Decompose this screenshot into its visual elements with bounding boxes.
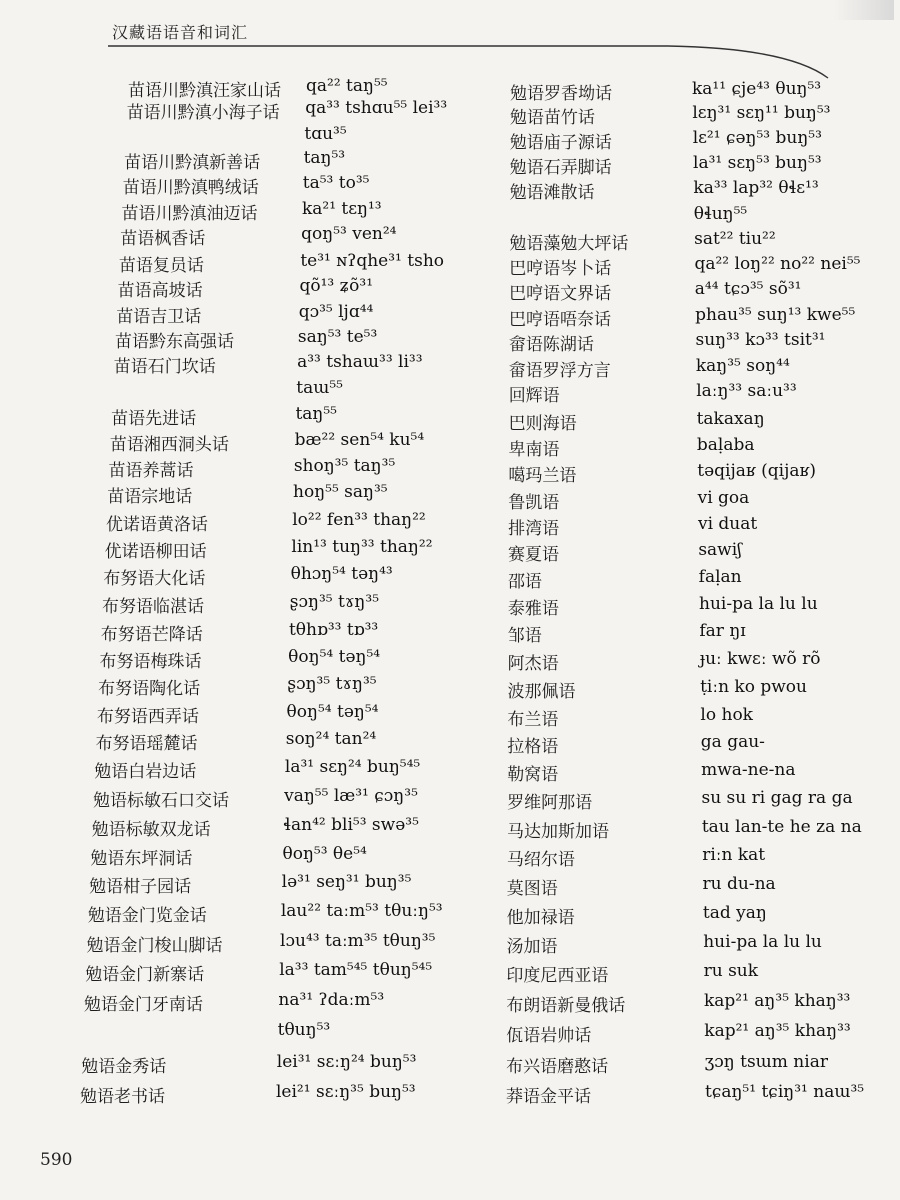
entry-transcription: tθuŋ⁵³: [277, 1020, 331, 1040]
entry-language-name: 排湾语: [508, 519, 560, 539]
entry-language-name: 巴哼语岑卜话: [509, 259, 612, 279]
entry-language-name: 苗语湘西洞头话: [109, 435, 229, 455]
entry-transcription: lə³¹ seŋ³¹ buŋ³⁵: [281, 872, 412, 892]
entry-language-name: 汤加语: [506, 937, 558, 957]
entry-transcription: soŋ²⁴ tan²⁴: [285, 729, 377, 749]
entry-transcription: kap²¹ aŋ³⁵ khaŋ³³: [703, 991, 851, 1011]
entry-transcription: la³¹ sɛŋ²⁴ buŋ⁵⁴⁵: [284, 757, 421, 777]
running-header: 汉藏语语音和词汇: [112, 23, 249, 42]
entry-transcription: phau³⁵ suŋ¹³ kwe⁵⁵: [695, 305, 856, 325]
entry-transcription: qoŋ⁵³ ven²⁴: [301, 224, 397, 244]
entry-transcription: qa²² taŋ⁵⁵: [306, 76, 388, 96]
entry-language-name: 勉语金门梭山脚话: [86, 936, 223, 956]
entry-language-name: 布努语芒降话: [100, 625, 203, 645]
entry-transcription: hui-pa la lu lu: [703, 932, 822, 952]
entry-transcription: taŋ⁵⁵: [295, 404, 337, 424]
entry-language-name: 布兴语磨憨话: [506, 1057, 609, 1077]
entry-language-name: 巴哼语文界话: [509, 284, 612, 304]
entry-transcription: kaŋ³⁵ soŋ⁴⁴: [695, 356, 790, 376]
entry-transcription: tθhɒ³³ tɒ³³: [288, 620, 379, 640]
entry-transcription: ʂɔŋ³⁵ tɤŋ³⁵: [289, 592, 380, 612]
entry-language-name: 苗语川黔滇新善话: [124, 153, 261, 173]
entry-language-name: 苗语先进话: [111, 409, 197, 429]
entry-language-name: 苗语石门坎话: [113, 357, 216, 377]
entry-transcription: lei²¹ sɛːŋ³⁵ buŋ⁵³: [276, 1082, 416, 1102]
entry-language-name: 勉语老书话: [80, 1087, 165, 1107]
entry-transcription: lo hok: [700, 705, 753, 725]
entry-language-name: 苗语黔东高强话: [115, 332, 235, 352]
entry-language-name: 勉语标敏石口交话: [92, 791, 229, 811]
entry-language-name: 勉语苗竹话: [509, 108, 595, 128]
entry-language-name: 波那佩语: [507, 682, 576, 702]
entry-language-name: 勉语柑子园话: [89, 877, 192, 897]
entry-transcription: lau²² taːm⁵³ tθuːŋ⁵³: [280, 901, 443, 921]
entry-language-name: 苗语宗地话: [107, 487, 193, 507]
entry-transcription: kap²¹ aŋ³⁵ khaŋ³³: [704, 1021, 851, 1041]
entry-language-name: 巴则海语: [508, 414, 577, 434]
entry-language-name: 勉语东坪洞话: [90, 849, 193, 869]
entry-language-name: 苗语吉卫话: [116, 307, 202, 327]
entry-language-name: 拉格语: [507, 737, 559, 757]
entry-transcription: θhɔŋ⁵⁴ təŋ⁴³: [290, 564, 393, 584]
entry-transcription: θoŋ⁵⁴ təŋ⁵⁴: [286, 702, 379, 722]
entry-language-name: 勒窝语: [507, 765, 559, 785]
entry-language-name: 马达加斯加语: [506, 822, 609, 842]
entry-transcription: la³³ tam⁵⁴⁵ tθuŋ⁵⁴⁵: [279, 960, 433, 980]
entry-language-name: 苗语复员话: [118, 256, 204, 276]
entry-language-name: 畲语罗浮方言: [508, 361, 611, 381]
entry-transcription: tad yaŋ: [702, 903, 767, 923]
entry-transcription: saŋ⁵³ te⁵³: [297, 327, 378, 347]
entry-transcription: ru du-na: [702, 874, 776, 894]
entry-language-name: 鲁凯语: [508, 493, 560, 513]
entry-language-name: 印度尼西亚语: [506, 966, 609, 986]
entry-transcription: θɬuŋ⁵⁵: [693, 204, 748, 224]
entry-language-name: 勉语金门牙南话: [83, 995, 203, 1015]
entry-language-name: 布努语瑶麓话: [95, 734, 198, 754]
entry-language-name: 赛夏语: [508, 545, 560, 565]
entry-language-name: 勉语藻勉大坪话: [509, 234, 629, 254]
entry-transcription: qõ¹³ ʑõ³¹: [299, 276, 374, 296]
entry-transcription: ka³³ lap³² θɬɛ¹³: [693, 178, 819, 198]
page-edge-shadow: [834, 0, 894, 20]
entry-transcription: lo²² fen³³ thaŋ²²: [292, 510, 426, 530]
entry-transcription: faḷan: [698, 567, 742, 587]
entry-language-name: 卑南语: [508, 440, 560, 460]
entry-language-name: 布努语临湛话: [102, 597, 205, 617]
entry-language-name: 他加禄语: [506, 908, 575, 928]
entry-transcription: vi duat: [697, 514, 758, 534]
entry-language-name: 勉语白岩边话: [94, 762, 197, 782]
entry-language-name: 苗语枫香话: [120, 229, 206, 249]
entry-transcription: lei³¹ sɛːŋ²⁴ buŋ⁵³: [276, 1052, 417, 1072]
entry-transcription: vi goa: [697, 488, 750, 508]
entry-transcription: suŋ³³ kɔ³³ tsit³¹: [695, 330, 826, 350]
entry-language-name: 布兰语: [507, 710, 559, 730]
entry-language-name: 畲语陈湖话: [508, 335, 594, 355]
entry-transcription: ka²¹ tɛŋ¹³: [301, 199, 382, 219]
entry-transcription: θoŋ⁵⁴ təŋ⁵⁴: [288, 647, 381, 667]
entry-transcription: hui-pa la lu lu: [699, 594, 818, 614]
header-rule: [108, 44, 830, 80]
entry-language-name: 布朗语新曼俄话: [506, 996, 626, 1016]
entry-language-name: 勉语罗香坳话: [510, 84, 612, 104]
entry-language-name: 苗语川黔滇鸭绒话: [122, 178, 259, 198]
entry-transcription: shoŋ³⁵ taŋ³⁵: [293, 456, 396, 476]
entry-transcription: riːn kat: [702, 845, 766, 865]
entry-transcription: sat²² tiu²²: [694, 229, 776, 249]
entry-transcription: na³¹ ʔdaːm⁵³: [278, 990, 385, 1010]
entry-transcription: ʒɔŋ tsɯm niar: [704, 1052, 828, 1072]
entry-transcription: θoŋ⁵³ θe⁵⁴: [282, 844, 367, 864]
entry-transcription: ṭiːn ko pwou: [700, 677, 807, 697]
page-number: 590: [40, 1150, 73, 1170]
entry-transcription: te³¹ ɴʔqhe³¹ tsho: [300, 251, 444, 271]
entry-transcription: taɯ⁵⁵: [296, 378, 343, 398]
entry-language-name: 优诺语黄洛话: [105, 515, 208, 535]
entry-language-name: 泰雅语: [507, 599, 559, 619]
entry-language-name: 马绍尔语: [506, 850, 575, 870]
entry-language-name: 巴哼语唔奈话: [509, 310, 612, 330]
entry-language-name: 布努语陶化话: [98, 679, 201, 699]
entry-language-name: 勉语庙子源话: [509, 133, 612, 153]
entry-transcription: taŋ⁵³: [303, 148, 346, 168]
entry-language-name: 佤语岩帅话: [506, 1026, 592, 1046]
entry-language-name: 苗语养蒿话: [108, 461, 194, 481]
entry-transcription: a³³ tshaɯ³³ li³³: [297, 352, 423, 372]
entry-transcription: su su ri gag ra ga: [701, 788, 853, 808]
entry-transcription: ta⁵³ to³⁵: [302, 173, 370, 193]
entry-transcription: takaxaŋ: [696, 409, 765, 429]
entry-transcription: qa²² loŋ²² no²² nei⁵⁵: [694, 254, 861, 274]
entry-transcription: qa³³ tshɑu⁵⁵ lei³³: [305, 98, 448, 118]
entry-transcription: tɑu³⁵: [304, 124, 347, 144]
entry-language-name: 莽语金平话: [506, 1087, 591, 1107]
entry-transcription: vaŋ⁵⁵ læ³¹ ɕɔŋ³⁵: [284, 786, 418, 806]
entry-language-name: 苗语川黔滇汪家山话: [128, 81, 281, 101]
entry-language-name: 勉语标敏双龙话: [91, 820, 211, 840]
entry-language-name: 回辉语: [508, 386, 560, 406]
entry-transcription: a⁴⁴ tɕɔ³⁵ sõ³¹: [694, 279, 802, 299]
entry-transcription: la³¹ sɛŋ⁵³ buŋ⁵³: [693, 153, 822, 173]
entry-language-name: 罗维阿那语: [507, 793, 593, 813]
entry-transcription: ɬan⁴² bli⁵³ swə³⁵: [283, 815, 419, 835]
entry-transcription: tɕaŋ⁵¹ tɕiŋ³¹ naɯ³⁵: [705, 1082, 865, 1102]
entry-language-name: 布努语大化话: [103, 569, 206, 589]
entry-transcription: mwa-ne-na: [701, 760, 796, 780]
entry-language-name: 勉语金门览金话: [87, 906, 207, 926]
entry-transcription: lɛŋ³¹ sɛŋ¹¹ buŋ⁵³: [692, 103, 831, 123]
entry-language-name: 邵语: [507, 572, 542, 592]
entry-transcription: far ŋɪ: [699, 621, 746, 641]
entry-language-name: 苗语川黔滇油迈话: [121, 204, 258, 224]
entry-language-name: 莫图语: [506, 879, 558, 899]
entry-transcription: qɔ³⁵ ljɑ⁴⁴: [298, 302, 374, 322]
entry-language-name: 阿杰语: [507, 654, 559, 674]
entry-transcription: hoŋ⁵⁵ saŋ³⁵: [293, 482, 388, 502]
entry-transcription: lɔu⁴³ taːm³⁵ tθuŋ³⁵: [280, 931, 436, 951]
entry-language-name: 勉语滩散话: [509, 183, 595, 203]
entry-language-name: 苗语川黔滇小海子话: [126, 103, 280, 123]
entry-language-name: 布努语梅珠话: [99, 652, 202, 672]
entry-transcription: təqijaʁ (qijaʁ): [697, 461, 817, 481]
entry-transcription: ga gau-: [700, 732, 765, 752]
entry-transcription: lɛ²¹ ɕəŋ⁵³ buŋ⁵³: [692, 128, 822, 148]
entry-transcription: sawiʃ: [698, 540, 742, 560]
entry-transcription: ʂɔŋ³⁵ tɤŋ³⁵: [287, 674, 377, 694]
entry-transcription: lin¹³ tuŋ³³ thaŋ²²: [291, 537, 433, 557]
entry-language-name: 勉语金门新寨话: [85, 965, 205, 985]
entry-language-name: 优诺语柳田话: [104, 542, 207, 562]
entry-language-name: 邹语: [507, 626, 542, 646]
entry-transcription: ru suk: [703, 961, 759, 981]
entry-transcription: ɟuː kwɛː wõ rõ: [699, 649, 821, 669]
entry-transcription: ka¹¹ ɕje⁴³ θuŋ⁵³: [692, 79, 822, 99]
entry-language-name: 勉语金秀话: [81, 1057, 167, 1077]
entry-language-name: 苗语高坡话: [117, 281, 203, 301]
entry-language-name: 布努语西弄话: [96, 707, 199, 727]
entry-transcription: baḷaba: [696, 435, 755, 455]
entry-language-name: 噶玛兰语: [508, 466, 577, 486]
entry-transcription: bæ²² sen⁵⁴ ku⁵⁴: [294, 430, 425, 450]
entry-language-name: 勉语石弄脚话: [509, 158, 612, 178]
entry-transcription: tau lan-te he za na: [701, 817, 862, 837]
entry-transcription: laːŋ³³ saːu³³: [696, 381, 797, 401]
